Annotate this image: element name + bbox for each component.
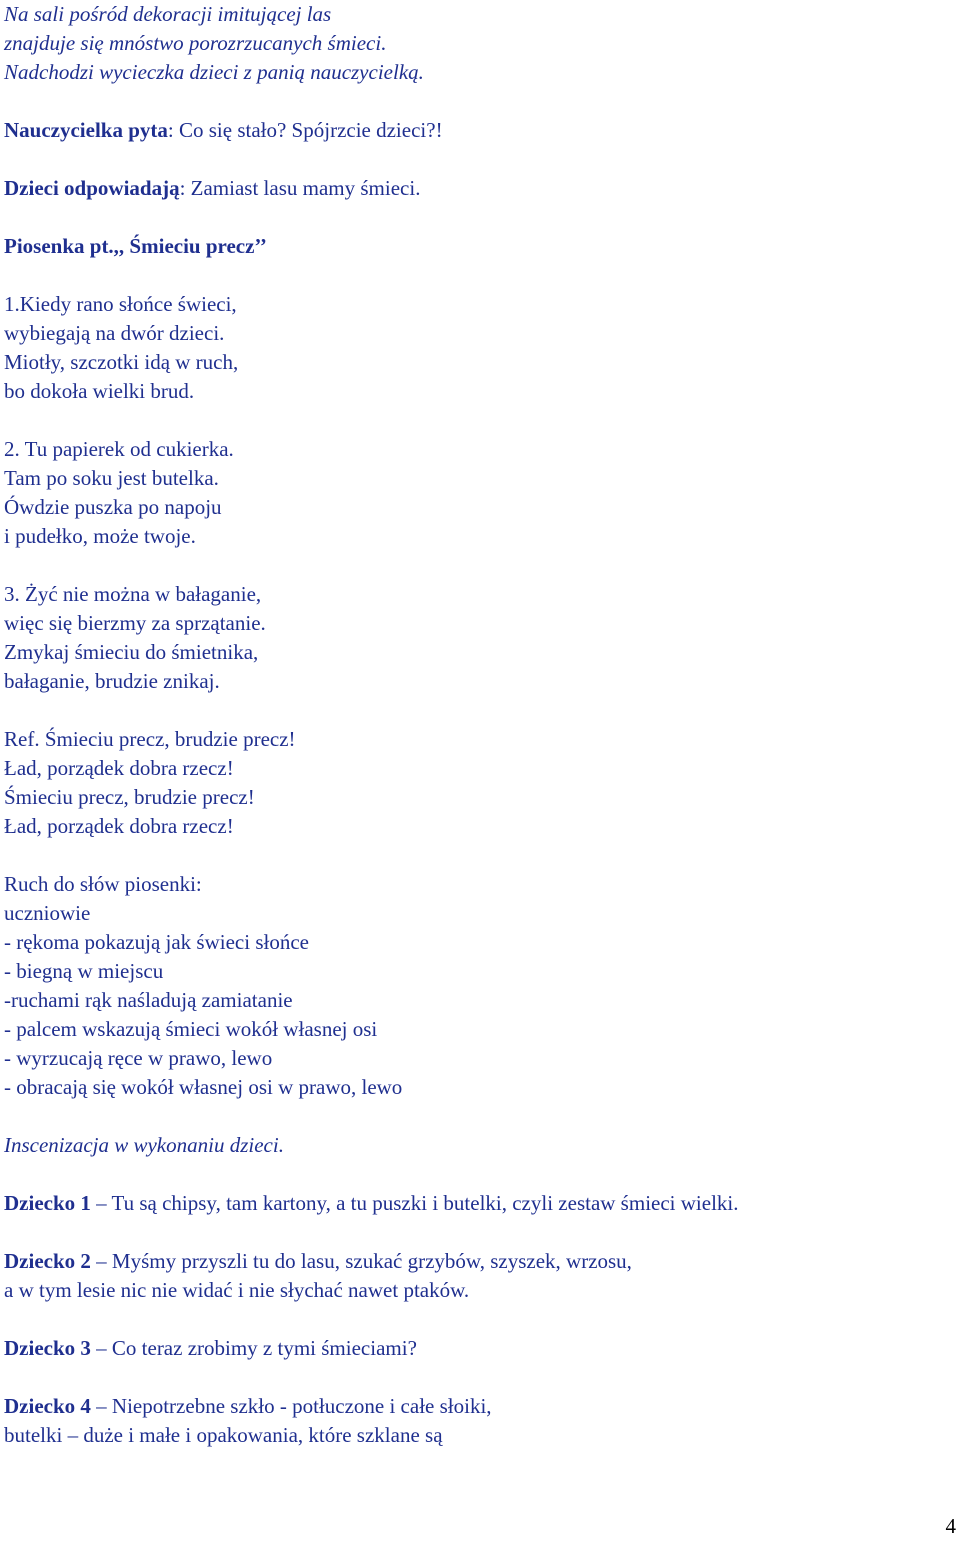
children-speaker: Dzieci odpowiadają <box>4 176 180 200</box>
dialogue-text: – Co teraz zrobimy z tymi śmieciami? <box>90 1336 417 1360</box>
dialogue-text: – Niepotrzebne szkło - potłuczone i całe słoiki, <box>90 1394 492 1418</box>
verse-line: więc się bierzmy za sprzątanie. <box>4 611 266 635</box>
verse-line: 2. Tu papierek od cukierka. <box>4 437 234 461</box>
movement-line: - palcem wskazują śmieci wokół własnej osi <box>4 1017 378 1041</box>
dialogue-line: a w tym lesie nic nie widać i nie słychać nawet ptaków. <box>4 1278 470 1302</box>
dialogue-line: butelki – duże i małe i opakowania, które szklane są <box>4 1423 443 1447</box>
dialogue-text: – Myśmy przyszli tu do lasu, szukać grzybów, szyszek, wrzosu, <box>90 1249 632 1273</box>
movement-line: -ruchami rąk naśladują zamiatanie <box>4 988 293 1012</box>
refrain-line: Ład, porządek dobra rzecz! <box>4 756 234 780</box>
teacher-text: : Co się stało? Spójrzcie dzieci?! <box>167 118 443 142</box>
verse-line: bałaganie, brudzie znikaj. <box>4 669 220 693</box>
verse-line: bo dokoła wielki brud. <box>4 379 195 403</box>
intro-block <box>4 0 954 87</box>
page-number: 4 <box>945 1514 956 1538</box>
dialogue-line <box>4 1247 954 1276</box>
movement-line: - wyrzucają ręce w prawo, lewo <box>4 1046 273 1070</box>
refrain-line: Śmieciu precz, brudzie precz! <box>4 785 255 809</box>
song-title: Piosenka pt.,, Śmieciu precz’’ <box>4 234 267 258</box>
verse-1 <box>4 290 954 406</box>
teacher-speaker: Nauczycielka pyta <box>4 118 168 142</box>
dialogue-line <box>4 1334 954 1363</box>
movement-line: - rękoma pokazują jak świeci słońce <box>4 930 309 954</box>
verse-line: Tam po soku jest butelka. <box>4 466 219 490</box>
speaker-name: Dziecko 1 <box>4 1191 91 1215</box>
teacher-line <box>4 116 954 145</box>
dialogue-child-1 <box>4 1189 954 1218</box>
verse-line: Miotły, szczotki idą w ruch, <box>4 350 239 374</box>
intro-line: znajduje się mnóstwo porozrzucanych śmieci. <box>4 31 387 55</box>
verse-line: wybiegają na dwór dzieci. <box>4 321 225 345</box>
verse-line: 3. Żyć nie można w bałaganie, <box>4 582 262 606</box>
verse-line: Zmykaj śmieciu do śmietnika, <box>4 640 259 664</box>
staging-heading: Inscenizacja w wykonaniu dzieci. <box>4 1133 284 1157</box>
refrain-line: Ref. Śmieciu precz, brudzie precz! <box>4 727 296 751</box>
dialogue-child-4 <box>4 1392 954 1450</box>
dialogue-child-2 <box>4 1247 954 1305</box>
children-text: : Zamiast lasu mamy śmieci. <box>179 176 421 200</box>
intro-line: Na sali pośród dekoracji imitującej las <box>4 2 332 26</box>
document-page <box>4 0 954 1450</box>
movement-line: Ruch do słów piosenki: <box>4 872 202 896</box>
speaker-name: Dziecko 2 <box>4 1249 91 1273</box>
refrain-line: Ład, porządek dobra rzecz! <box>4 814 234 838</box>
movement-instructions <box>4 870 954 1102</box>
dialogue-line <box>4 1189 954 1218</box>
refrain <box>4 725 954 841</box>
movement-line: - biegną w miejscu <box>4 959 164 983</box>
movement-line: uczniowie <box>4 901 91 925</box>
verse-line: Ówdzie puszka po napoju <box>4 495 222 519</box>
speaker-name: Dziecko 4 <box>4 1394 91 1418</box>
dialogue-text: – Tu są chipsy, tam kartony, a tu puszki i butelki, czyli zestaw śmieci wielki. <box>90 1191 739 1215</box>
song-verses <box>4 290 954 841</box>
verse-2 <box>4 435 954 551</box>
verse-3 <box>4 580 954 696</box>
verse-line: 1.Kiedy rano słońce świeci, <box>4 292 237 316</box>
children-line <box>4 174 954 203</box>
verse-line: i pudełko, może twoje. <box>4 524 196 548</box>
intro-line: Nadchodzi wycieczka dzieci z panią nauczycielką. <box>4 60 424 84</box>
speaker-name: Dziecko 3 <box>4 1336 91 1360</box>
dialogue-line <box>4 1392 954 1421</box>
dialogue-child-3 <box>4 1334 954 1363</box>
movement-line: - obracają się wokół własnej osi w prawo, lewo <box>4 1075 403 1099</box>
